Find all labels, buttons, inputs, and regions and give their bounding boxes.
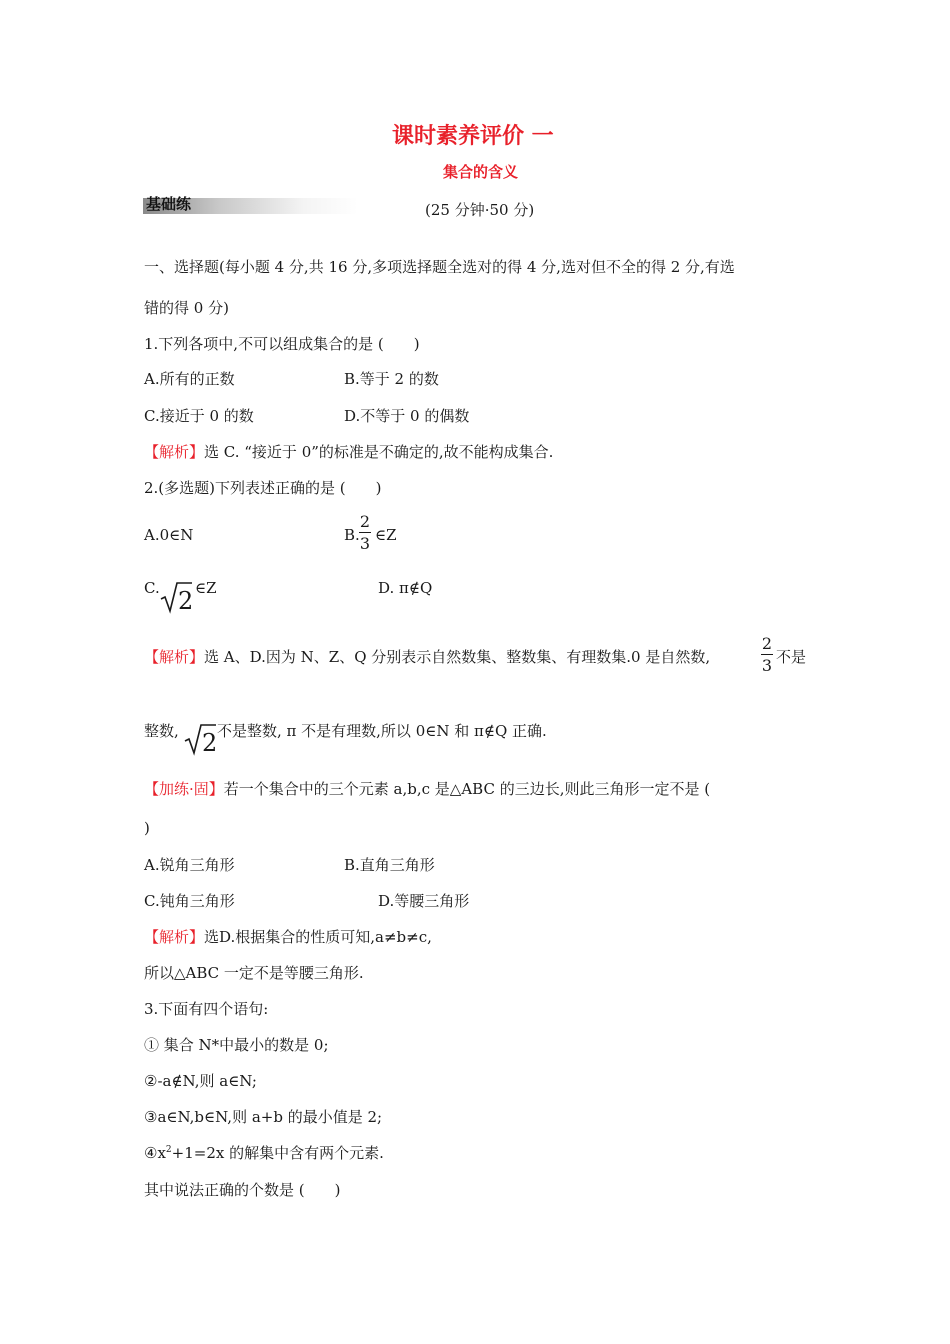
section-heading-line1: 一、选择题(每小题 4 分,共 16 分,多项选择题全选对的得 4 分,选对但不全的得 2 分,有选 [144,258,735,276]
extra-tag: 【加练·固】 [144,780,224,798]
q2-option-b-fraction [359,514,371,552]
q1-analysis-text: 选 C. “接近于 0”的标准是不确定的,故不能构成集合. [204,443,554,461]
page-subtitle: 集合的含义 [443,163,519,181]
q1-option-c: C.接近于 0 的数 [144,407,254,425]
q2-analysis-line2-start: 整数, [144,722,179,740]
q3-ask: 其中说法正确的个数是 ( ) [144,1181,341,1199]
q3-s4-post: +1=2x 的解集中含有两个元素. [171,1144,384,1162]
q3-stem: 3.下面有四个语句: [144,1000,269,1018]
analysis-tag: 【解析】 [144,928,205,946]
extra-analysis-line2: 所以△ABC 一定不是等腰三角形. [144,964,364,982]
q1-stem: 1.下列各项中,不可以组成集合的是 ( ) [144,335,420,353]
section-heading-line2: 错的得 0 分) [144,299,229,317]
extra-option-c: C.钝角三角形 [144,892,235,910]
q3-statement-4 [144,1146,384,1161]
q1-option-a: A.所有的正数 [144,370,235,388]
q2-stem: 2.(多选题)下列表述正确的是 ( ) [144,479,382,497]
q2-option-b-prefix: B. [344,526,360,544]
sqrt-radicand: 2 [178,587,194,615]
fraction-bar [761,654,773,655]
fraction-numerator: 2 [761,634,773,653]
q1-option-b: B.等于 2 的数 [344,370,439,388]
extra-stem-line2: ) [144,819,150,837]
fraction-numerator: 2 [359,512,371,531]
q2-analysis-line1 [144,650,710,665]
q3-statement-3: ③a∈N,b∈N,则 a+b 的最小值是 2; [144,1108,383,1126]
q3-s4-sup: 2 [165,1145,172,1155]
q2-option-b-suffix: ∈Z [375,526,397,544]
q2-analysis-fraction [761,636,773,674]
q2-option-a: A.0∈N [144,526,194,544]
page-title: 课时素养评价 一 [392,124,554,149]
extra-option-a: A.锐角三角形 [144,856,235,874]
q2-option-c-prefix: C. [144,579,160,597]
q2-analysis-line2-end: 不是整数, π 不是有理数,所以 0∈N 和 π∉Q 正确. [217,722,547,740]
extra-option-b: B.直角三角形 [344,856,435,874]
extra-option-d: D.等腰三角形 [378,892,470,910]
fraction-denominator: 3 [761,656,773,675]
q2-analysis-text1: 选 A、D.因为 N、Z、Q 分别表示自然数集、整数集、有理数集.0 是自然数, [204,648,711,666]
q2-option-c-suffix: ∈Z [195,579,217,597]
analysis-tag: 【解析】 [144,443,205,461]
q2-option-d: D. π∉Q [378,579,433,597]
q3-statement-1: ① 集合 N*中最小的数是 0; [144,1036,329,1054]
fraction-bar [359,532,371,533]
q2-option-c-sqrt [160,580,192,614]
q2-analysis-line1-end: 不是 [776,648,807,666]
q3-s4-pre: ④x [144,1144,166,1162]
q1-option-d: D.不等于 0 的偶数 [344,407,470,425]
analysis-tag: 【解析】 [144,648,205,666]
time-note: (25 分钟·50 分) [425,201,535,219]
section-tag: 基础练 [146,195,192,213]
sqrt-radicand: 2 [202,729,218,757]
q1-analysis [144,445,553,460]
q2-analysis-sqrt [184,722,216,756]
extra-stem-text: 若一个集合中的三个元素 a,b,c 是△ABC 的三边长,则此三角形一定不是 ( [223,780,711,798]
extra-analysis-text1: 选D.根据集合的性质可知,a≠b≠c, [204,928,432,946]
extra-stem-line1 [144,782,710,797]
fraction-denominator: 3 [359,534,371,553]
extra-analysis-line1 [144,930,432,945]
q3-statement-2: ②-a∉N,则 a∈N; [144,1072,257,1090]
